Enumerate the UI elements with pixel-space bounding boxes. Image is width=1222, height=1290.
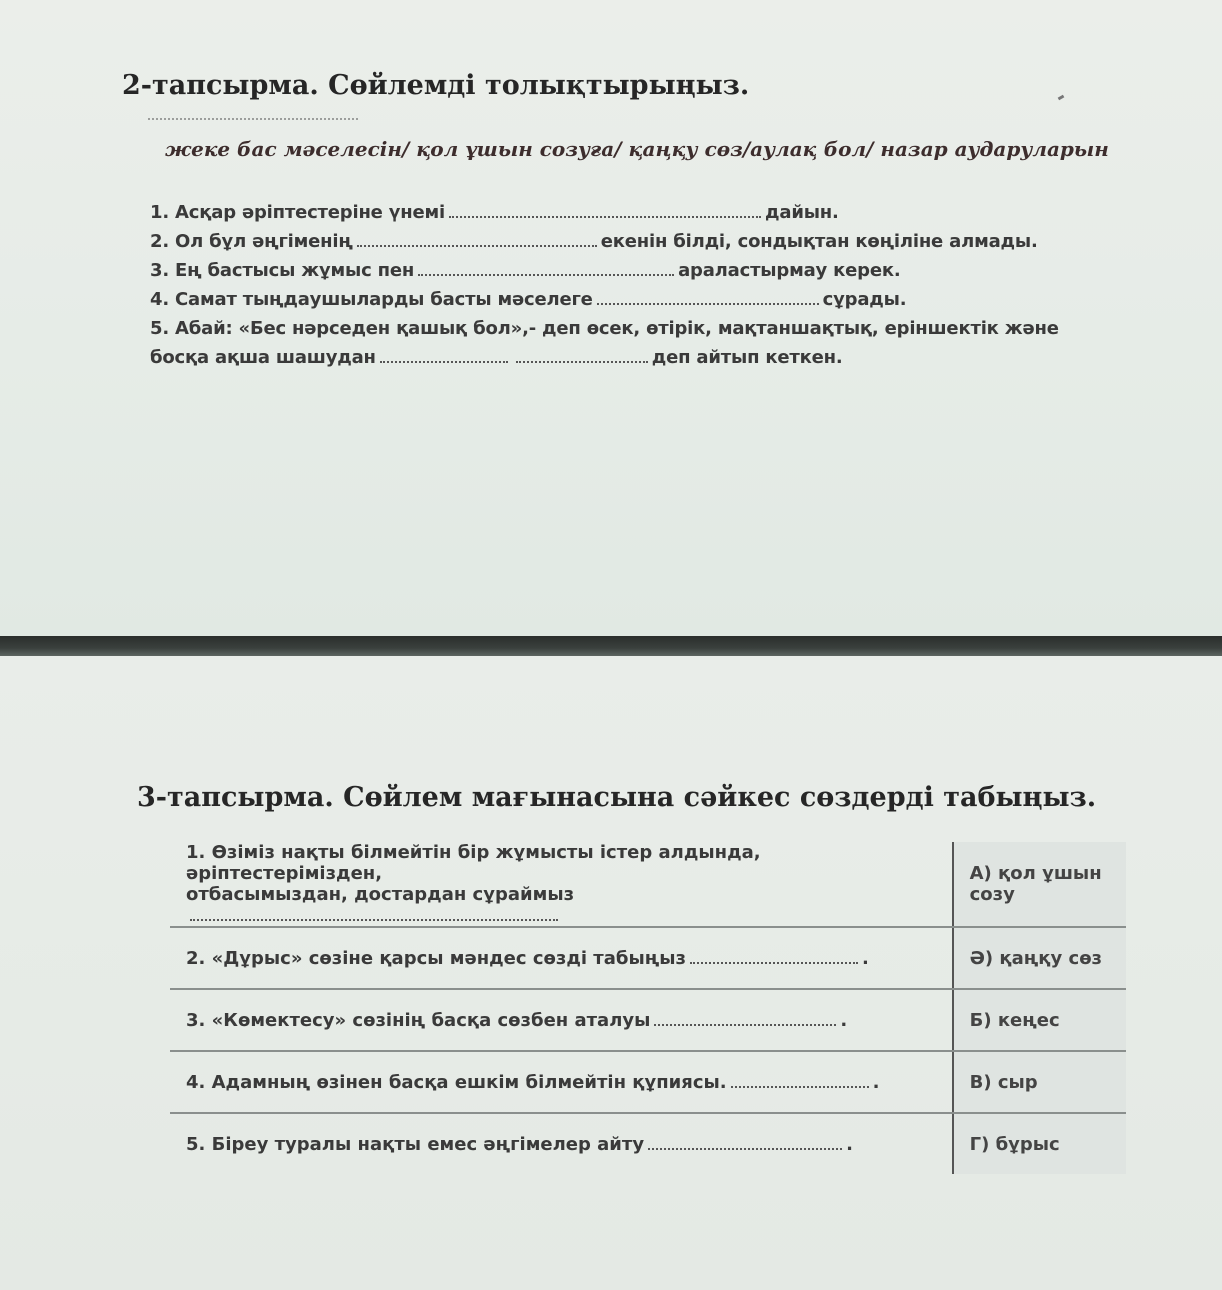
sentence-5-cont [150,343,1090,372]
blank-line [418,258,674,276]
table-row [170,1051,1126,1113]
word-bank: жеке бас мәселесін/ қол ұшын созуға/ қаңқу сөз/аулақ бол/ назар аударуларын [165,137,1109,161]
question-text: 3. «Көмектесу» сөзінің басқа сөзбен аталуы [186,1009,651,1031]
blank-line [380,345,508,363]
blank-line [690,948,858,964]
question-text: 1. Өзіміз нақты білмейтін бір жұмысты істер алдында, әріптестерімізден, [186,842,761,884]
question-cell [170,1113,953,1174]
blank-line [190,905,558,921]
question-text: 5. Біреу туралы нақты емес әңгімелер айту [186,1133,645,1155]
matching-table [170,842,1126,1174]
task3-title: 3-тапсырма. Сөйлем мағынасына сәйкес сөздерді табыңыз. [137,782,1097,813]
answer-text: созу [969,884,1015,905]
task2-title: 2-тапсырма. Сөйлемді толықтырыңыз. [122,70,750,101]
answer-cell: В) сыр [953,1051,1126,1113]
question-end: . [846,1133,853,1155]
question-cell [170,927,953,989]
sentence-3 [150,256,1090,285]
table-row [170,989,1126,1051]
sentence-text: деп айтып кеткен. [651,347,843,368]
pen-mark [1058,95,1065,101]
sentence-text: 5. Абай: «Бес нәрседен қашық бол»,- деп өсек, өтірік, мақтаншақтық, еріншектік және [150,318,1059,339]
sentence-text: дайын. [765,202,839,223]
task2-sheet [0,0,1222,636]
scribble-mark [148,118,358,120]
sentence-text: 2. Ол бұл әңгіменің [150,231,353,252]
sentence-5 [150,314,1090,343]
sentence-2 [150,227,1090,256]
blank-line [731,1072,869,1088]
sentence-text: босқа ақша шашудан [150,347,376,368]
sentence-text: сұрады. [822,289,907,310]
answer-cell [953,842,1126,927]
sentence-list [150,198,1090,372]
blank-line [449,200,761,218]
answer-cell: Б) кеңес [953,989,1126,1051]
blank-line [597,287,819,305]
question-cell [170,1051,953,1113]
question-text: 4. Адамның өзінен басқа ешкім білмейтін құпиясы. [186,1071,727,1093]
question-end: . [862,947,869,969]
blank-line [654,1010,836,1026]
answer-cell: Г) бұрыс [953,1113,1126,1174]
table-row [170,927,1126,989]
sentence-text: 4. Самат тыңдаушыларды басты мәселеге [150,289,593,310]
question-end: . [872,1071,880,1093]
sentence-text: араластырмау керек. [678,260,901,281]
table-row [170,1113,1126,1174]
answer-cell: Ә) қаңқу сөз [953,927,1126,989]
question-text: отбасымыздан, достардан сұраймыз [186,884,575,905]
page-gap [0,636,1222,656]
blank-line [357,229,597,247]
sentence-4 [150,285,1090,314]
answer-text: А) қол ұшын [969,863,1102,884]
table-row [170,842,1126,927]
blank-line [648,1134,842,1150]
sentence-text: 3. Ең бастысы жұмыс пен [150,260,415,281]
sentence-text: 1. Асқар әріптестеріне үнемі [150,202,446,223]
question-end: . [840,1009,848,1031]
sentence-text: екенін білді, сондықтан көңіліне алмады. [600,231,1038,252]
blank-line [516,345,648,363]
sentence-1 [150,198,1090,227]
question-text: 2. «Дұрыс» сөзіне қарсы мәндес сөзді табыңыз [186,947,686,969]
question-cell [170,842,953,927]
question-cell [170,989,953,1051]
